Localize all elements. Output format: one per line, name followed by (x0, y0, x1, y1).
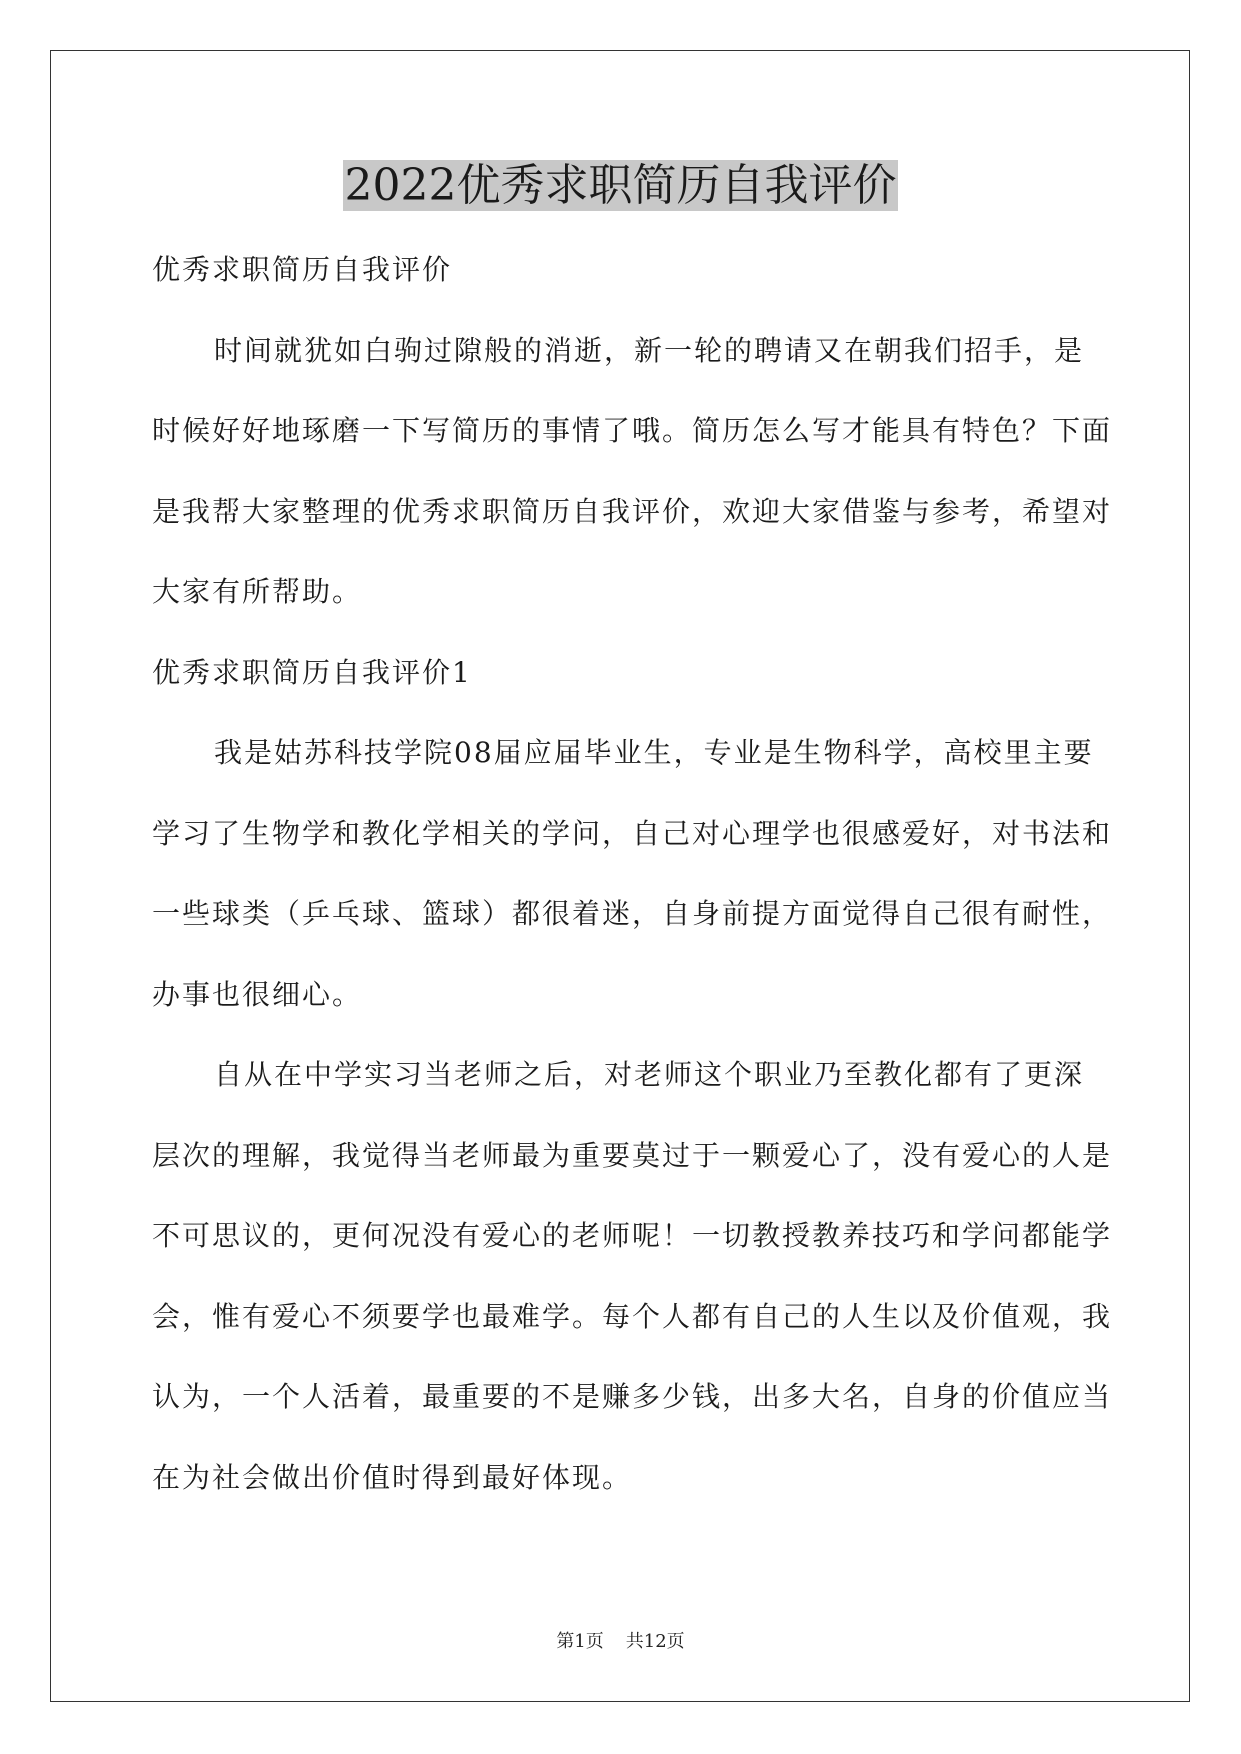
body-paragraph: 我是姑苏科技学院08届应届毕业生，专业是生物科学，高校里主要学习了生物学和教化学相关的学问，自己对心理学也很感爱好，对书法和一些球类（乒乓球、篮球）都很着迷，自身前提方面觉得自己很有耐性，办事也很细心。 (152, 736, 1113, 1011)
document-title-text: 2022优秀求职简历自我评价 (344, 160, 897, 211)
section-heading: 优秀求职简历自我评价1 (152, 655, 472, 689)
page-total: 共12页 (625, 1631, 685, 1652)
page-footer (0, 1630, 1241, 1654)
body-paragraph: 自从在中学实习当老师之后，对老师这个职业乃至教化都有了更深层次的理解，我觉得当老师最为重要莫过于一颗爱心了，没有爱心的人是不可思议的，更何况没有爱心的老师呢！一切教授教养技巧和学问都能学会，惟有爱心不须要学也最难学。每个人都有自己的人生以及价值观，我认为，一个人活着，最重要的不是赚多少钱，出多大名，自身的价值应当在为社会做出价值时得到最好体现。 (152, 1058, 1113, 1494)
page-number: 第1页 (556, 1631, 604, 1652)
document-body (152, 230, 1112, 1518)
document-title (0, 156, 1241, 216)
section-heading: 优秀求职简历自我评价 (152, 253, 453, 286)
intro-paragraph: 时间就犹如白驹过隙般的消逝，新一轮的聘请又在朝我们招手，是时候好好地琢磨一下写简历的事情了哦。简历怎么写才能具有特色？下面是我帮大家整理的优秀求职简历自我评价，欢迎大家借鉴与参考，希望对大家有所帮助。 (152, 333, 1113, 608)
